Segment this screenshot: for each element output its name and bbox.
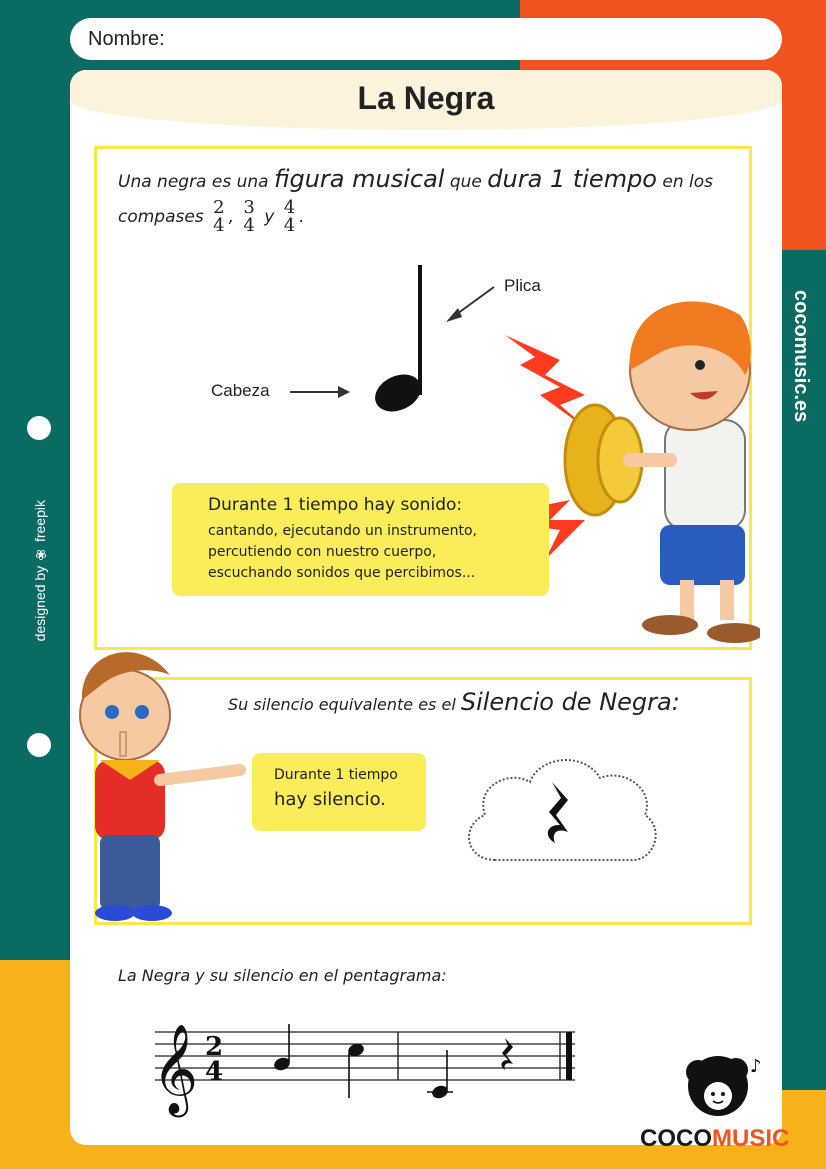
music-staff <box>150 1010 590 1120</box>
cocomusic-logo-icon <box>680 1050 770 1125</box>
boy2-shoe-right <box>132 905 172 921</box>
boy-leg-left <box>680 580 694 620</box>
intro-emphasis-figura: figura musical <box>273 165 445 193</box>
intro-compases: compases <box>118 207 204 227</box>
intro-part3: en los <box>656 172 714 192</box>
sound-callout-line: percutiendo con nuestro cuerpo, <box>208 544 437 560</box>
name-field[interactable] <box>70 18 782 60</box>
sound-callout-heading: Durante 1 tiempo hay sonido: <box>208 495 463 515</box>
head-arrow-head <box>338 386 350 398</box>
name-label: Nombre: <box>88 28 165 50</box>
boy2-finger <box>120 732 126 756</box>
boy-shorts <box>660 525 745 585</box>
boy2-eye-left <box>105 705 119 719</box>
staff-label: La Negra y su silencio en el pentagrama: <box>118 966 447 985</box>
silence-callout-line1: Durante 1 tiempo <box>274 767 398 783</box>
sound-callout <box>172 483 549 596</box>
intro-part1: Una negra es una <box>118 172 274 192</box>
boy-shushing-illustration <box>70 620 250 930</box>
silence-intro-text: Su silencio equivalente es el <box>228 695 461 714</box>
stem-arrow-head <box>446 308 462 322</box>
treble-clef-icon: 𝄞 <box>152 1024 199 1114</box>
stem-label: Plica <box>504 276 541 295</box>
brand-wordmark <box>640 1125 789 1153</box>
sound-callout-body <box>208 521 477 584</box>
binder-hole-bottom <box>27 733 51 757</box>
note-2-quarter <box>346 1042 365 1098</box>
boy-shirt <box>665 420 745 530</box>
side-credit: designed by ❀ freepik <box>32 500 48 642</box>
boy-leg-right <box>720 580 734 620</box>
svg-text:♪: ♪ <box>750 1056 762 1077</box>
boy-eye <box>695 360 705 370</box>
note-3-quarter <box>427 1050 453 1100</box>
silence-intro <box>228 688 680 716</box>
note-1-quarter <box>272 1024 291 1072</box>
boy-shoe-left <box>642 615 698 635</box>
binder-hole-top <box>27 416 51 440</box>
boy2-pants <box>100 835 160 910</box>
staff-time-bottom: 4 <box>205 1057 224 1087</box>
brand-music: MUSIC <box>712 1125 790 1152</box>
intro-emphasis-tiempo: dura 1 tiempo <box>487 165 657 193</box>
intro-part2: que <box>444 172 488 192</box>
page-title: La Negra <box>357 80 495 116</box>
sound-callout-line: cantando, ejecutando un instrumento, <box>208 523 477 539</box>
intro-sep1: , <box>228 207 234 227</box>
staff-quarter-rest-icon <box>501 1038 513 1070</box>
side-website-url: cocomusic.es <box>790 290 812 423</box>
intro-sep2: y <box>264 207 275 227</box>
worksheet <box>70 70 782 1145</box>
cloud-rest-illustration <box>455 740 665 880</box>
boy2-pointing-arm <box>160 770 240 780</box>
boy2-shoe-left <box>95 905 135 921</box>
time-signature-4-4: 4 4 <box>283 197 296 236</box>
intro-end: . <box>299 207 305 227</box>
silence-emphasis: Silencio de Negra: <box>460 688 680 716</box>
time-signature-3-4: 3 4 <box>243 197 255 236</box>
boy-shoe-right <box>707 623 760 643</box>
cloud-shape <box>469 760 656 860</box>
silence-callout-line2: hay silencio. <box>274 789 386 810</box>
time-signature-2-4: 2 4 <box>213 197 225 236</box>
staff-time-top: 2 <box>205 1032 224 1062</box>
head-label: Cabeza <box>211 381 270 400</box>
brand-coco: COCO <box>640 1125 712 1152</box>
boy2-eye-right <box>135 705 149 719</box>
intro-text <box>118 162 748 235</box>
silence-callout <box>252 753 426 831</box>
final-bar-thick <box>566 1032 572 1080</box>
sound-callout-line: escuchando sonidos que percibimos... <box>208 565 476 581</box>
